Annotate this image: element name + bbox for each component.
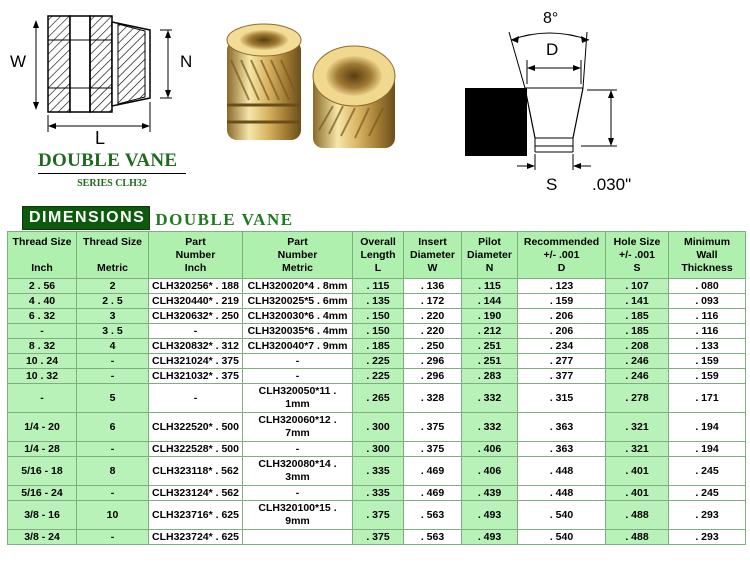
table-cell: . 246: [606, 369, 669, 384]
table-cell: . 488: [606, 501, 669, 530]
table-cell: . 115: [353, 279, 404, 294]
table-cell: . 116: [669, 309, 746, 324]
table-cell: . 335: [353, 486, 404, 501]
table-cell: . 300: [353, 442, 404, 457]
table-cell: . 206: [518, 309, 606, 324]
header-insert-diameter: Insert Diameter W: [404, 232, 462, 279]
table-cell: . 293: [669, 530, 746, 545]
table-cell: -: [8, 384, 77, 413]
table-cell: . 488: [606, 530, 669, 545]
table-cell: CLH320060*12 . 7mm: [243, 413, 353, 442]
table-cell: 2 . 56: [8, 279, 77, 294]
table-cell: . 159: [669, 354, 746, 369]
table-cell: CLH320100*15 . 9mm: [243, 501, 353, 530]
table-cell: CLH320020*4 . 8mm: [243, 279, 353, 294]
brand-series: SERIES CLH32: [77, 178, 147, 189]
table-cell: . 136: [404, 279, 462, 294]
table-cell: . 171: [669, 384, 746, 413]
table-row: [8, 324, 746, 339]
table-row: [8, 369, 746, 384]
table-cell: 3 . 5: [77, 324, 149, 339]
table-cell: . 283: [462, 369, 518, 384]
table-cell: . 300: [353, 413, 404, 442]
table-row: [8, 530, 746, 545]
table-cell: . 321: [606, 413, 669, 442]
table-cell: . 277: [518, 354, 606, 369]
table-cell: . 234: [518, 339, 606, 354]
header-thread-size-inch: Thread Size Inch: [8, 232, 77, 279]
table-cell: -: [77, 486, 149, 501]
table-cell: CLH323724* . 625: [149, 530, 243, 545]
table-row: [8, 294, 746, 309]
table-cell: CLH321032* . 375: [149, 369, 243, 384]
table-cell: . 278: [606, 384, 669, 413]
table-cell: . 363: [518, 413, 606, 442]
label-8-degree: 8°: [543, 10, 559, 27]
table-cell: . 225: [353, 369, 404, 384]
table-row: [8, 339, 746, 354]
table-cell: . 245: [669, 486, 746, 501]
table-cell: . 540: [518, 530, 606, 545]
table-cell: . 150: [353, 324, 404, 339]
table-cell: CLH323124* . 562: [149, 486, 243, 501]
brass-inserts-photo: [215, 10, 415, 155]
table-cell: . 335: [353, 457, 404, 486]
table-cell: -: [149, 324, 243, 339]
header-hole-size: Hole Size +/- .001 S: [606, 232, 669, 279]
table-cell: . 220: [404, 324, 462, 339]
table-cell: . 439: [462, 486, 518, 501]
table-cell: [243, 530, 353, 545]
insert-side-view: [0, 0, 200, 145]
table-cell: -: [243, 486, 353, 501]
table-cell: . 469: [404, 486, 462, 501]
table-cell: . 251: [462, 354, 518, 369]
table-row: [8, 442, 746, 457]
label-s: S: [546, 175, 558, 194]
table-cell: . 265: [353, 384, 404, 413]
table-cell: . 116: [669, 324, 746, 339]
header-pilot-diameter: Pilot Diameter N: [462, 232, 518, 279]
table-cell: 3/8 - 24: [8, 530, 77, 545]
brand-divider: [38, 173, 186, 174]
table-cell: . 375: [353, 501, 404, 530]
table-cell: . 185: [353, 339, 404, 354]
table-cell: 2 . 5: [77, 294, 149, 309]
double-vane-label: DOUBLE VANE: [155, 210, 294, 229]
label-d: D: [546, 40, 559, 59]
table-cell: . 208: [606, 339, 669, 354]
table-cell: . 206: [518, 324, 606, 339]
table-cell: . 401: [606, 486, 669, 501]
hole-diagram: [465, 10, 635, 200]
table-cell: 5: [77, 384, 149, 413]
table-cell: -: [243, 354, 353, 369]
table-cell: . 093: [669, 294, 746, 309]
table-cell: CLH320040*7 . 9mm: [243, 339, 353, 354]
dimensions-label: DIMENSIONS: [22, 206, 150, 230]
header-min-wall-thickness: Minimum Wall Thickness: [669, 232, 746, 279]
table-cell: 3: [77, 309, 149, 324]
table-cell: . 315: [518, 384, 606, 413]
table-cell: . 375: [404, 413, 462, 442]
table-cell: . 332: [462, 413, 518, 442]
table-cell: -: [77, 369, 149, 384]
table-cell: CLH323118* . 562: [149, 457, 243, 486]
table-cell: 6 . 32: [8, 309, 77, 324]
table-cell: . 212: [462, 324, 518, 339]
table-cell: . 190: [462, 309, 518, 324]
table-cell: . 321: [606, 442, 669, 457]
table-cell: 5/16 - 18: [8, 457, 77, 486]
table-cell: . 115: [462, 279, 518, 294]
table-cell: . 328: [404, 384, 462, 413]
table-cell: . 469: [404, 457, 462, 486]
table-cell: 1/4 - 20: [8, 413, 77, 442]
table-row: [8, 384, 746, 413]
table-cell: . 220: [404, 309, 462, 324]
table-cell: . 296: [404, 369, 462, 384]
table-cell: . 493: [462, 530, 518, 545]
table-cell: CLH320256* . 188: [149, 279, 243, 294]
table-cell: . 251: [462, 339, 518, 354]
table-cell: 1/4 - 28: [8, 442, 77, 457]
table-cell: . 225: [353, 354, 404, 369]
table-cell: . 448: [518, 457, 606, 486]
label-n: N: [180, 52, 193, 71]
table-cell: . 159: [518, 294, 606, 309]
table-cell: . 375: [404, 442, 462, 457]
table-cell: . 377: [518, 369, 606, 384]
table-cell: CLH320080*14 . 3mm: [243, 457, 353, 486]
table-cell: . 563: [404, 530, 462, 545]
table-cell: . 185: [606, 324, 669, 339]
table-cell: . 080: [669, 279, 746, 294]
table-cell: . 172: [404, 294, 462, 309]
table-cell: 4: [77, 339, 149, 354]
table-cell: -: [77, 442, 149, 457]
header-overall-length: Overall Length L: [353, 232, 404, 279]
table-cell: -: [77, 354, 149, 369]
table-cell: 5/16 - 24: [8, 486, 77, 501]
table-cell: -: [8, 324, 77, 339]
label-w: W: [10, 52, 27, 71]
table-cell: -: [77, 530, 149, 545]
table-cell: . 375: [353, 530, 404, 545]
header-part-number-metric: Part Number Metric: [243, 232, 353, 279]
table-cell: . 563: [404, 501, 462, 530]
table-cell: CLH320632* . 250: [149, 309, 243, 324]
table-cell: . 135: [353, 294, 404, 309]
table-cell: . 448: [518, 486, 606, 501]
table-cell: . 332: [462, 384, 518, 413]
table-cell: . 540: [518, 501, 606, 530]
table-cell: 2: [77, 279, 149, 294]
table-cell: . 194: [669, 442, 746, 457]
table-cell: 4 . 40: [8, 294, 77, 309]
section-header: [22, 208, 294, 230]
table-cell: . 293: [669, 501, 746, 530]
table-cell: CLH321024* . 375: [149, 354, 243, 369]
table-cell: . 185: [606, 309, 669, 324]
table-cell: . 246: [606, 354, 669, 369]
table-cell: 8: [77, 457, 149, 486]
table-row: [8, 486, 746, 501]
table-cell: . 159: [669, 369, 746, 384]
header-part-number-inch: Part Number Inch: [149, 232, 243, 279]
table-row: [8, 457, 746, 486]
table-cell: . 194: [669, 413, 746, 442]
table-cell: 6: [77, 413, 149, 442]
table-cell: 10 . 32: [8, 369, 77, 384]
table-cell: 8 . 32: [8, 339, 77, 354]
table-cell: . 144: [462, 294, 518, 309]
label-030: .030": [592, 175, 632, 194]
header-recommended-d: Recommended +/- .001 D: [518, 232, 606, 279]
table-cell: CLH320025*5 . 6mm: [243, 294, 353, 309]
table-cell: -: [243, 442, 353, 457]
table-cell: . 363: [518, 442, 606, 457]
table-cell: CLH322528* . 500: [149, 442, 243, 457]
table-cell: 3/8 - 16: [8, 501, 77, 530]
table-cell: . 133: [669, 339, 746, 354]
table-cell: . 141: [606, 294, 669, 309]
table-cell: . 296: [404, 354, 462, 369]
table-cell: CLH320050*11 . 1mm: [243, 384, 353, 413]
table-row: [8, 413, 746, 442]
header-thread-size-metric: Thread Size Metric: [77, 232, 149, 279]
table-cell: . 245: [669, 457, 746, 486]
table-cell: -: [243, 369, 353, 384]
table-cell: . 107: [606, 279, 669, 294]
diagram-area: [0, 0, 750, 205]
table-cell: . 406: [462, 442, 518, 457]
table-cell: . 250: [404, 339, 462, 354]
table-cell: . 406: [462, 457, 518, 486]
table-row: [8, 501, 746, 530]
table-row: [8, 354, 746, 369]
table-row: [8, 279, 746, 294]
table-cell: . 401: [606, 457, 669, 486]
table-row: [8, 309, 746, 324]
dimensions-table: [7, 231, 746, 545]
table-cell: . 123: [518, 279, 606, 294]
brand-title: DOUBLE VANE: [38, 150, 178, 171]
table-cell: . 150: [353, 309, 404, 324]
table-cell: 10 . 24: [8, 354, 77, 369]
table-cell: 10: [77, 501, 149, 530]
label-l: L: [95, 128, 106, 148]
table-cell: CLH320832* . 312: [149, 339, 243, 354]
table-header-row: [8, 232, 746, 279]
table-cell: -: [149, 384, 243, 413]
table-cell: CLH320440* . 219: [149, 294, 243, 309]
table-cell: CLH320035*6 . 4mm: [243, 324, 353, 339]
table-cell: CLH320030*6 . 4mm: [243, 309, 353, 324]
table-cell: . 493: [462, 501, 518, 530]
table-cell: CLH323716* . 625: [149, 501, 243, 530]
table-cell: CLH322520* . 500: [149, 413, 243, 442]
